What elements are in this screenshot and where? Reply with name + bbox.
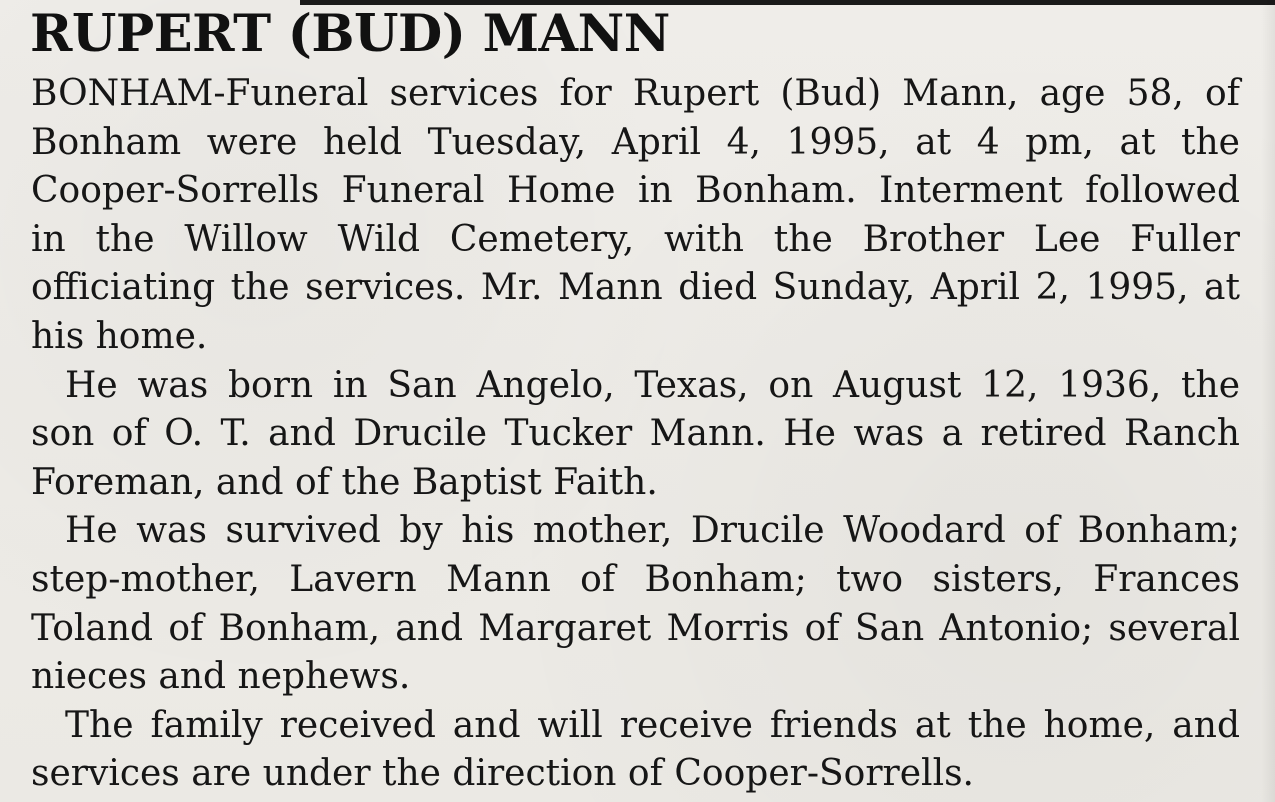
obituary-body (31, 70, 1240, 799)
obituary-headline: RUPERT (BUD) MANN (30, 4, 670, 64)
paragraph-funeral-services (31, 70, 1240, 362)
text-line: He was survived by his mother, Drucile Woodard of Bonham; (65, 510, 1240, 552)
paragraph-arrangements (31, 702, 1240, 799)
paragraph-survivors (31, 507, 1240, 701)
text-line: step-mother, Lavern Mann of Bonham; two sisters, Frances (31, 558, 1240, 600)
text-line: nieces and nephews. (31, 656, 411, 698)
text-line: son of O. T. and Drucile Tucker Mann. He was a retired Ranch (31, 413, 1240, 455)
text-line: He was born in San Angelo, Texas, on August 12, 1936, the (65, 364, 1240, 406)
paper-edge-shadow (1261, 0, 1275, 802)
text-line: Bonham were held Tuesday, April 4, 1995, at 4 pm, at the (31, 121, 1240, 163)
text-line: The family received and will receive friends at the home, and (65, 704, 1240, 746)
text-line: Cooper-Sorrells Funeral Home in Bonham. Interment followed (31, 170, 1240, 212)
text-line: services are under the direction of Cooper-Sorrells. (31, 753, 974, 795)
text-line: his home. (31, 315, 208, 357)
text-line: officiating the services. Mr. Mann died Sunday, April 2, 1995, at (31, 267, 1240, 309)
paragraph-birth (31, 362, 1240, 508)
text-line: in the Willow Wild Cemetery, with the Brother Lee Fuller (31, 218, 1240, 260)
text-line: Toland of Bonham, and Margaret Morris of San Antonio; several (31, 607, 1240, 649)
text-line: Foreman, and of the Baptist Faith. (31, 461, 658, 503)
text-line: BONHAM-Funeral services for Rupert (Bud) Mann, age 58, of (31, 73, 1240, 114)
